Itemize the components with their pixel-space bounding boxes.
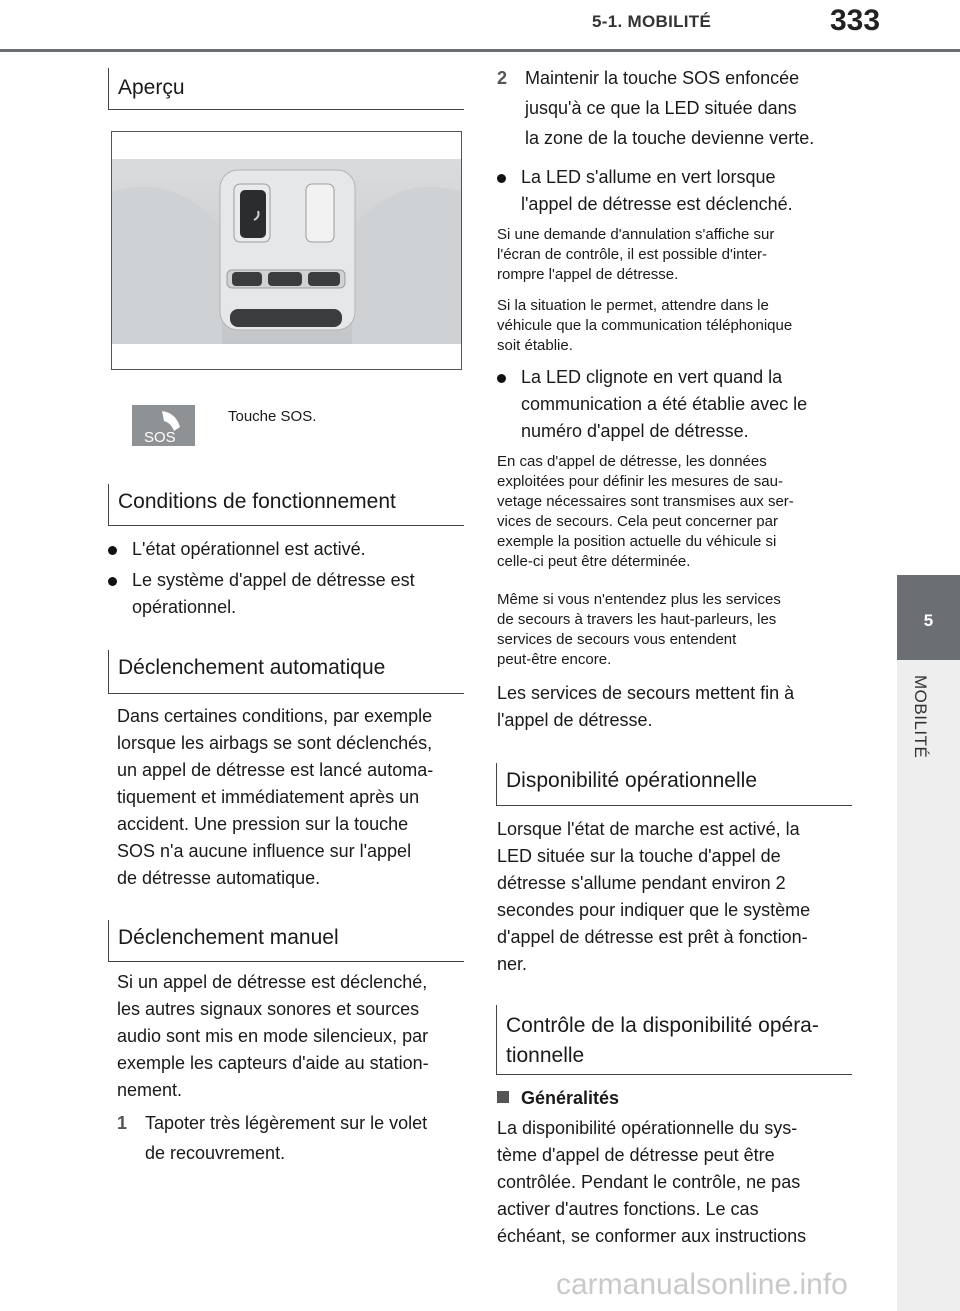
generalites-paragraph — [497, 1115, 857, 1250]
text-line: Lorsque l'état de marche est activé, la — [497, 819, 800, 839]
text-line: rompre l'appel de détresse. — [497, 266, 679, 283]
text-line: LED située sur la touche d'appel de — [497, 846, 781, 866]
text-line: exemple les capteurs d'aide au station- — [117, 1053, 429, 1073]
bullet-text: Le système d'appel de détresse est opérationnel. — [132, 570, 415, 617]
text-line: l'appel de détresse est déclenché. — [521, 194, 793, 214]
end-call-paragraph — [497, 680, 857, 734]
chapter-label: MOBILITÉ — [911, 675, 930, 759]
text-line: de détresse automatique. — [117, 868, 321, 888]
text-line: numéro d'appel de détresse. — [521, 421, 749, 441]
dispo-paragraph — [497, 816, 857, 978]
heading-apercu: Aperçu — [108, 68, 464, 110]
step-text — [525, 63, 814, 153]
heading-disponibilite: Disponibilité opérationnelle — [496, 763, 852, 806]
step-number: 1 — [117, 1113, 128, 1133]
text-line: peut-être encore. — [497, 651, 612, 668]
text-line: détresse s'allume pendant environ 2 — [497, 873, 786, 893]
heading-auto: Déclenchement automatique — [108, 650, 464, 694]
note-donnees — [497, 452, 857, 572]
text-line: La LED clignote en vert quand la — [521, 367, 783, 387]
text-line: de recouvrement. — [145, 1143, 286, 1163]
chapter-number: 5 — [923, 611, 934, 630]
text-line: Tapoter très légèrement sur le volet — [145, 1113, 428, 1133]
note-situation — [497, 296, 857, 356]
text-line: Si un appel de détresse est déclenché, — [117, 972, 428, 992]
text-line: Si la situation le permet, attendre dans le — [497, 297, 769, 314]
text-line: véhicule que la communication téléphonique — [497, 317, 793, 334]
text-line: lorsque les airbags se sont déclenchés, — [117, 733, 433, 753]
manuel-paragraph — [117, 969, 467, 1104]
sos-caption: Touche SOS. — [228, 408, 317, 425]
page-number: 333 — [830, 4, 881, 37]
note-annulation — [497, 225, 857, 285]
section-title: 5-1. MOBILITÉ — [592, 12, 712, 31]
text-line: activer d'autres fonctions. Le cas — [497, 1199, 759, 1219]
sos-icon-text: SOS — [144, 429, 176, 446]
text-line: l'appel de détresse. — [497, 710, 653, 730]
bullet-dot — [108, 577, 117, 586]
text-line: audio sont mis en mode silencieux, par — [117, 1026, 429, 1046]
text-line: vices de secours. Cela peut concerner par — [497, 513, 778, 530]
text-line: exploitées pour définir les mesures de sau- — [497, 473, 783, 490]
bullet-text — [521, 364, 807, 445]
text-line: Les services de secours mettent fin à — [497, 683, 795, 703]
bullet-text — [521, 164, 793, 218]
heading-manuel: Déclenchement manuel — [108, 920, 464, 962]
text-line: tiquement et immédiatement après un — [117, 787, 420, 807]
subheading-generalites — [497, 1088, 619, 1109]
text-line: nement. — [117, 1080, 183, 1100]
text-line: ner. — [497, 954, 528, 974]
text-line: celle-ci peut être déterminée. — [497, 553, 691, 570]
bullet-dot — [497, 374, 506, 383]
step-number: 2 — [497, 68, 508, 88]
text-line: de secours à travers les haut-parleurs, les — [497, 611, 777, 628]
overview-figure — [111, 131, 462, 370]
heading-conditions: Conditions de fonctionnement — [108, 484, 464, 526]
text-line: échéant, se conformer aux instructions — [497, 1226, 807, 1246]
text-line: secondes pour indiquer que le système — [497, 900, 811, 920]
text-line: Même si vous n'entendez plus les services — [497, 591, 781, 608]
auto-paragraph — [117, 703, 467, 892]
text-line: Dans certaines conditions, par exemple — [117, 706, 433, 726]
bullet-dot — [108, 546, 117, 555]
note-haut-parleurs — [497, 590, 857, 670]
text-line: La disponibilité opérationnelle du sys- — [497, 1118, 798, 1138]
text-line: exemple la position actuelle du véhicule si — [497, 533, 777, 550]
sos-key-icon — [132, 405, 195, 446]
subheading-text: Généralités — [521, 1088, 620, 1108]
text-line: tème d'appel de détresse peut être — [497, 1145, 775, 1165]
text-line: services de secours vous entendent — [497, 631, 737, 648]
text-line: accident. Une pression sur la touche — [117, 814, 409, 834]
bullet-dot — [497, 174, 506, 183]
bullet-text: L'état opérationnel est activé. — [132, 539, 366, 559]
text-line: jusqu'à ce que la LED située dans — [525, 98, 797, 118]
text-line: Maintenir la touche SOS enfoncée — [525, 68, 800, 88]
text-line: En cas d'appel de détresse, les données — [497, 453, 767, 470]
heading-line: tionnelle — [506, 1044, 585, 1067]
text-line: soit établie. — [497, 337, 573, 354]
text-line: Si une demande d'annulation s'affiche sur — [497, 226, 775, 243]
text-line: la zone de la touche devienne verte. — [525, 128, 815, 148]
chapter-tab — [897, 575, 960, 660]
text-line: communication a été établie avec le — [521, 394, 808, 414]
text-line: un appel de détresse est lancé automa- — [117, 760, 434, 780]
square-marker-icon — [497, 1091, 509, 1103]
text-line: contrôlée. Pendant le contrôle, ne pas — [497, 1172, 801, 1192]
text-line: d'appel de détresse est prêt à fonction- — [497, 927, 808, 947]
text-line: les autres signaux sonores et sources — [117, 999, 420, 1019]
heading-line: Contrôle de la disponibilité opéra- — [506, 1014, 819, 1037]
header-rule — [0, 49, 960, 52]
text-line: La LED s'allume en vert lorsque — [521, 167, 776, 187]
overhead-console-illustration — [112, 132, 461, 369]
text-line: SOS n'a aucune influence sur l'appel — [117, 841, 412, 861]
text-line: l'écran de contrôle, il est possible d'inter- — [497, 246, 768, 263]
heading-controle — [496, 1005, 852, 1075]
text-line: vetage nécessaires sont transmises aux ser- — [497, 493, 794, 510]
footer-watermark: carmanualsonline.info — [556, 1268, 848, 1301]
step-text — [145, 1108, 427, 1168]
